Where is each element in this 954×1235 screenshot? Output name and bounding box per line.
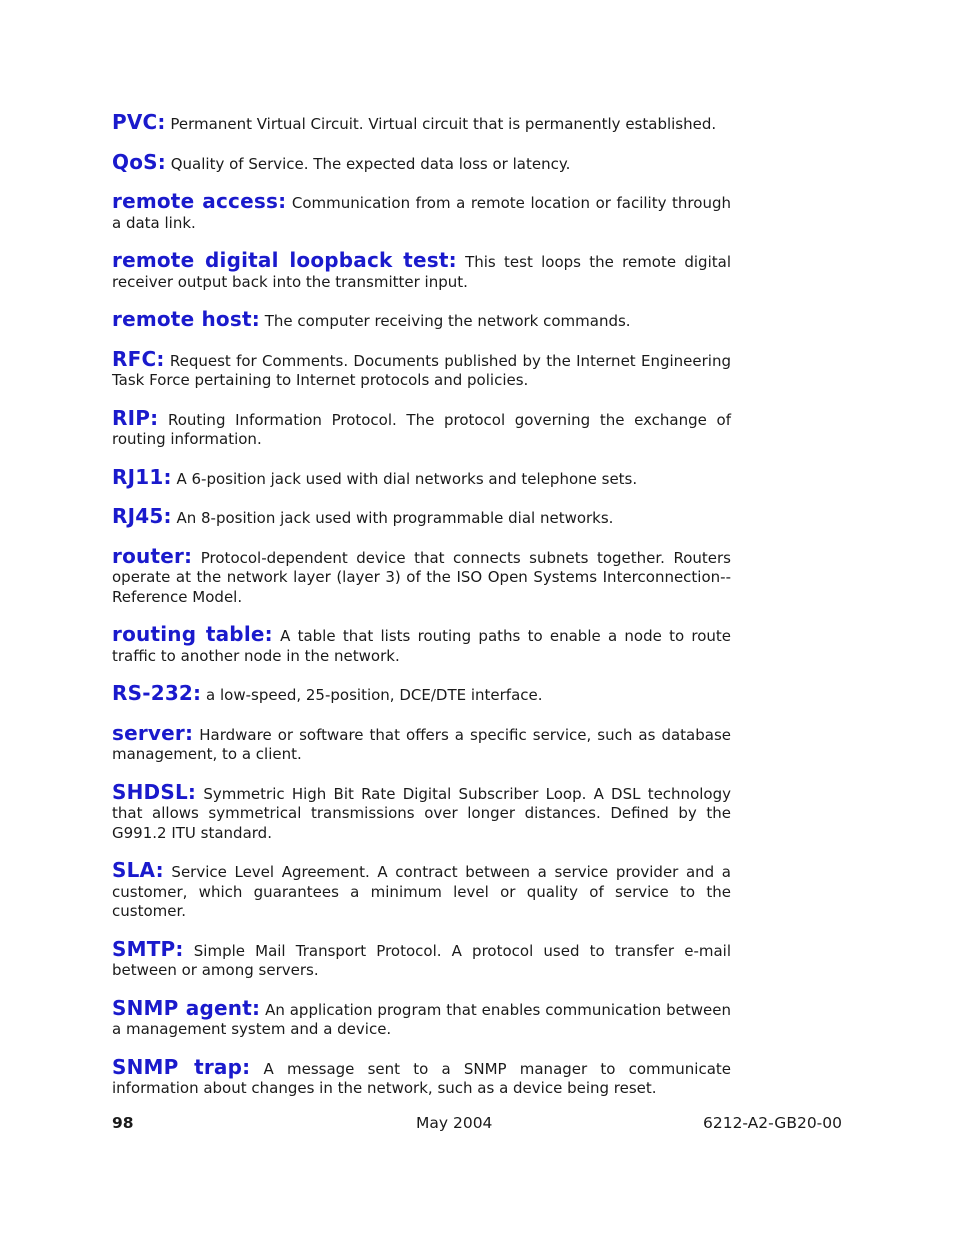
glossary-term: remote access: [112,189,287,213]
glossary-entry-rs-232 [112,681,731,706]
glossary-list [112,110,731,1117]
glossary-term: SLA: [112,858,164,882]
glossary-entry-remote-host [112,307,731,332]
glossary-definition: Symmetric High Bit Rate Digital Subscriber Loop. A DSL technology that allows symmetrical transmissions over longer distances. Defined by the G991.2 ITU standard. [112,784,731,842]
glossary-term: QoS: [112,149,166,174]
page-number: 98 [112,1114,134,1132]
glossary-definition: This test loops the remote digital receiver output back into the transmitter input. [112,253,731,291]
page-footer [112,1114,842,1134]
glossary-term: router: [112,543,193,568]
glossary-entry-shdsl [112,779,731,844]
glossary-term: RFC: [112,346,165,371]
glossary-entry-remote-access [112,189,731,233]
glossary-definition: The computer receiving the network commands. [264,312,631,330]
glossary-entry-remote-digital-loopback-test [112,248,731,292]
glossary-term: RS-232: [112,681,202,705]
document-id: 6212-A2-GB20-00 [702,1114,842,1132]
glossary-entry-snmp-agent [112,995,731,1040]
glossary-term: SMTP: [112,936,184,961]
glossary-definition: A message sent to a SNMP manager to communicate information about changes in the network, such as a device being reset. [112,1059,731,1097]
glossary-definition: An 8-position jack used with programmable dial networks. [176,509,614,527]
glossary-definition: Hardware or software that offers a specific service, such as database management, to a client. [112,725,731,763]
glossary-definition: A 6-position jack used with dial networks and telephone sets. [176,469,638,488]
glossary-entry-qos [112,149,731,175]
glossary-entry-router [112,543,731,608]
glossary-definition: Quality of Service. The expected data loss or latency. [170,154,571,173]
glossary-entry-rj45 [112,504,731,529]
publication-date: May 2004 [416,1114,493,1132]
glossary-definition: Communication from a remote location or facility through a data link. [112,194,731,232]
glossary-term: remote host: [112,307,260,331]
glossary-term: PVC: [112,110,166,134]
glossary-entry-rip [112,405,731,450]
glossary-definition: Routing Information Protocol. The protocol governing the exchange of routing information. [112,410,731,448]
glossary-definition: Request for Comments. Documents published by the Internet Engineering Task Force pertaining to Internet protocols and policies. [112,351,731,389]
glossary-term: SHDSL: [112,779,197,804]
glossary-term: routing table: [112,622,273,646]
glossary-entry-rfc [112,346,731,391]
glossary-definition: An application program that enables communication between a management system and a device. [112,1000,731,1038]
glossary-definition: Service Level Agreement. A contract between a service provider and a customer, which guarantees a minimum level or quality of service to the customer. [112,863,731,920]
glossary-definition: A table that lists routing paths to enable a node to route traffic to another node in the network. [112,627,731,665]
glossary-term: SNMP trap: [112,1054,251,1079]
glossary-term: remote digital loopback test: [112,248,457,272]
glossary-entry-smtp [112,936,731,981]
glossary-entry-snmp-trap [112,1054,731,1099]
glossary-definition: Protocol-dependent device that connects subnets together. Routers operate at the network layer (layer 3) of the ISO Open Systems Interconnection--Reference Model. [112,548,731,606]
glossary-term: SNMP agent: [112,995,261,1020]
glossary-term: RJ11: [112,464,172,489]
glossary-definition: Simple Mail Transport Protocol. A protocol used to transfer e-mail between or among servers. [112,941,731,979]
glossary-entry-rj11 [112,464,731,490]
glossary-entry-routing-table [112,622,731,666]
glossary-term: RJ45: [112,504,172,528]
glossary-term: RIP: [112,405,159,430]
glossary-entry-server [112,720,731,765]
glossary-entry-pvc [112,110,731,135]
glossary-definition: a low-speed, 25-position, DCE/DTE interface. [206,686,543,704]
glossary-term: server: [112,720,194,745]
glossary-definition: Permanent Virtual Circuit. Virtual circuit that is permanently established. [170,115,717,133]
glossary-entry-sla [112,858,731,922]
